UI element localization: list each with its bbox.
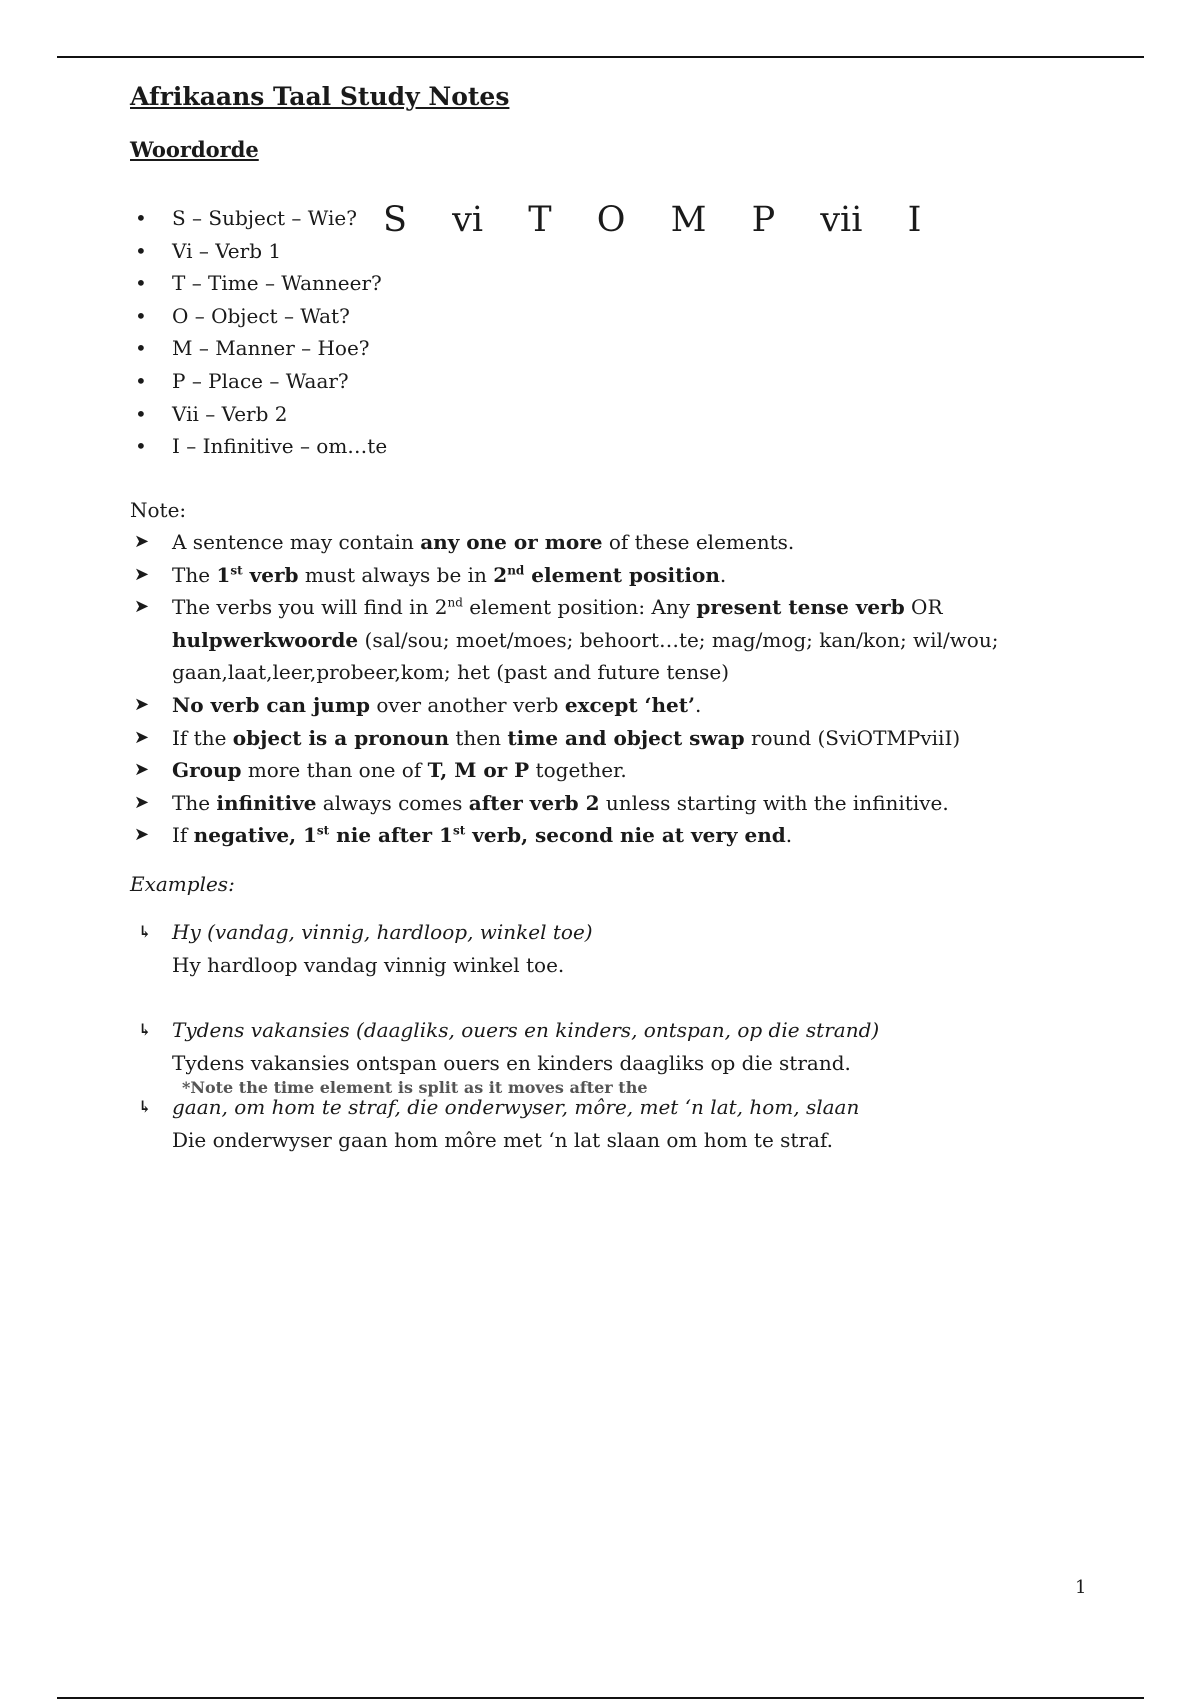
svo-letter: O	[596, 200, 626, 240]
list-item: • O – Object – Wat?	[130, 300, 1030, 333]
notes-list	[130, 526, 1030, 852]
faded-note: *Note the time element is split as it moves after the	[182, 1078, 648, 1098]
svo-letter: M	[670, 200, 707, 240]
list-item: • I – Infinitive – om…te	[130, 430, 1030, 463]
footer-rule	[57, 1697, 1144, 1699]
list-item: • Vi – Verb 1	[130, 235, 1030, 268]
word-order-block	[130, 202, 1030, 458]
list-item: • T – Time – Wanneer?	[130, 267, 1030, 300]
example-item	[130, 1014, 1030, 1079]
note-item: ➤ The infinitive always comes after verb 2 unless starting with the infinitive.	[130, 787, 1030, 820]
page-content	[130, 82, 1030, 1157]
list-item: • P – Place – Waar?	[130, 365, 1030, 398]
note-item: ➤ A sentence may contain any one or more of these elements.	[130, 526, 1030, 559]
note-item: ➤ The 1st verb must always be in 2nd element position.	[130, 559, 1030, 592]
note-item: ➤ No verb can jump over another verb except ‘het’.	[130, 689, 1030, 722]
document-title: Afrikaans Taal Study Notes	[130, 82, 510, 111]
svo-letter: I	[907, 200, 922, 240]
example-answer: Die onderwyser gaan hom môre met ‘n lat slaan om hom te straf.	[172, 1127, 833, 1152]
note-item: ➤ If the object is a pronoun then time and object swap round (SviOTMPviiI)	[130, 722, 1030, 755]
note-item: ➤ If negative, 1st nie after 1st verb, second nie at very end.	[130, 819, 1030, 852]
page-number: 1	[1075, 1577, 1087, 1598]
list-item: • Vii – Verb 2	[130, 398, 1030, 431]
svo-letter: S	[383, 200, 407, 240]
svo-letter: vi	[452, 200, 484, 240]
svo-letter: T	[528, 200, 552, 240]
section-heading: Woordorde	[130, 137, 259, 162]
examples-label: Examples:	[130, 871, 235, 896]
example-prompt: ↳ Hy (vandag, vinnig, hardloop, winkel toe)	[172, 919, 593, 944]
note-item: ➤ The verbs you will find in 2nd element position: Any present tense verb OR hulpwerkwoorde (sal/sou; moet/moes; behoort…te; mag/mog; kan/kon; wil/wou; gaan,laat,leer,probeer,kom; het (past and future tense)	[130, 591, 1030, 689]
note-item: ➤ Group more than one of T, M or P together.	[130, 754, 1030, 787]
list-item: • M – Manner – Hoe?	[130, 332, 1030, 365]
example-answer: Tydens vakansies ontspan ouers en kinders daagliks op die strand.	[172, 1050, 851, 1075]
example-answer: Hy hardloop vandag vinnig winkel toe.	[172, 952, 565, 977]
example-item	[130, 1091, 1030, 1156]
svo-letter: P	[751, 200, 776, 240]
svo-letter: vii	[820, 200, 863, 240]
example-prompt: ↳ gaan, om hom te straf, die onderwyser, môre, met ‘n lat, hom, slaan	[172, 1095, 860, 1120]
list-item: • S – Subject – Wie?	[130, 202, 1030, 235]
example-item	[130, 916, 1030, 981]
example-prompt: ↳ Tydens vakansies (daagliks, ouers en kinders, ontspan, op die strand)	[172, 1018, 880, 1043]
header-rule	[57, 56, 1144, 58]
svo-sequence	[383, 196, 921, 244]
note-label: Note:	[130, 498, 187, 522]
